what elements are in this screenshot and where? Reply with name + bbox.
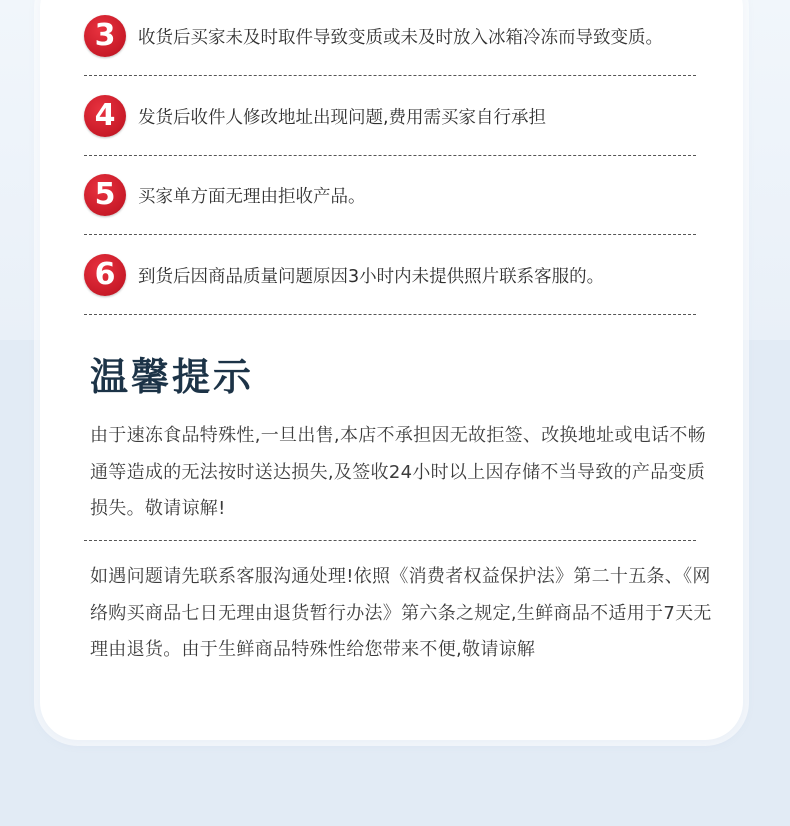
rule-item-4 — [84, 96, 696, 136]
tips-title: 温馨提示 — [90, 355, 255, 399]
dashed-divider — [84, 540, 696, 541]
number-badge-6: 6 — [84, 254, 126, 296]
number-badge-5: 5 — [84, 174, 126, 216]
tips-paragraph-2: 如遇问题请先联系客服沟通处理!依照《消费者权益保护法》第二十五条、《网络购买商品七日无理由退货暂行办法》第六条之规定,生鲜商品不适用于7天无理由退货。由于生鲜商品特殊性给您带来不便,敬请谅解 — [90, 566, 712, 660]
dashed-divider — [84, 234, 696, 235]
rule-item-6 — [84, 255, 696, 295]
rule-text-4: 发货后收件人修改地址出现问题,费用需买家自行承担 — [138, 107, 547, 128]
rule-item-5 — [84, 175, 696, 215]
rule-text-5: 买家单方面无理由拒收产品。 — [138, 186, 366, 207]
rule-item-3 — [84, 16, 696, 56]
tips-paragraph-1: 由于速冻食品特殊性,一旦出售,本店不承担因无故拒签、改换地址或电话不畅通等造成的无法按时送达损失,及签收24小时以上因存储不当导致的产品变质损失。敬请谅解! — [90, 425, 706, 519]
rule-text-6: 到货后因商品质量问题原因3小时内未提供照片联系客服的。 — [138, 266, 605, 287]
number-badge-4: 4 — [84, 95, 126, 137]
dashed-divider — [84, 75, 696, 76]
dashed-divider — [84, 314, 696, 315]
rule-text-3: 收货后买家未及时取件导致变质或未及时放入冰箱冷冻而导致变质。 — [138, 27, 663, 48]
dashed-divider — [84, 155, 696, 156]
number-badge-3: 3 — [84, 15, 126, 57]
